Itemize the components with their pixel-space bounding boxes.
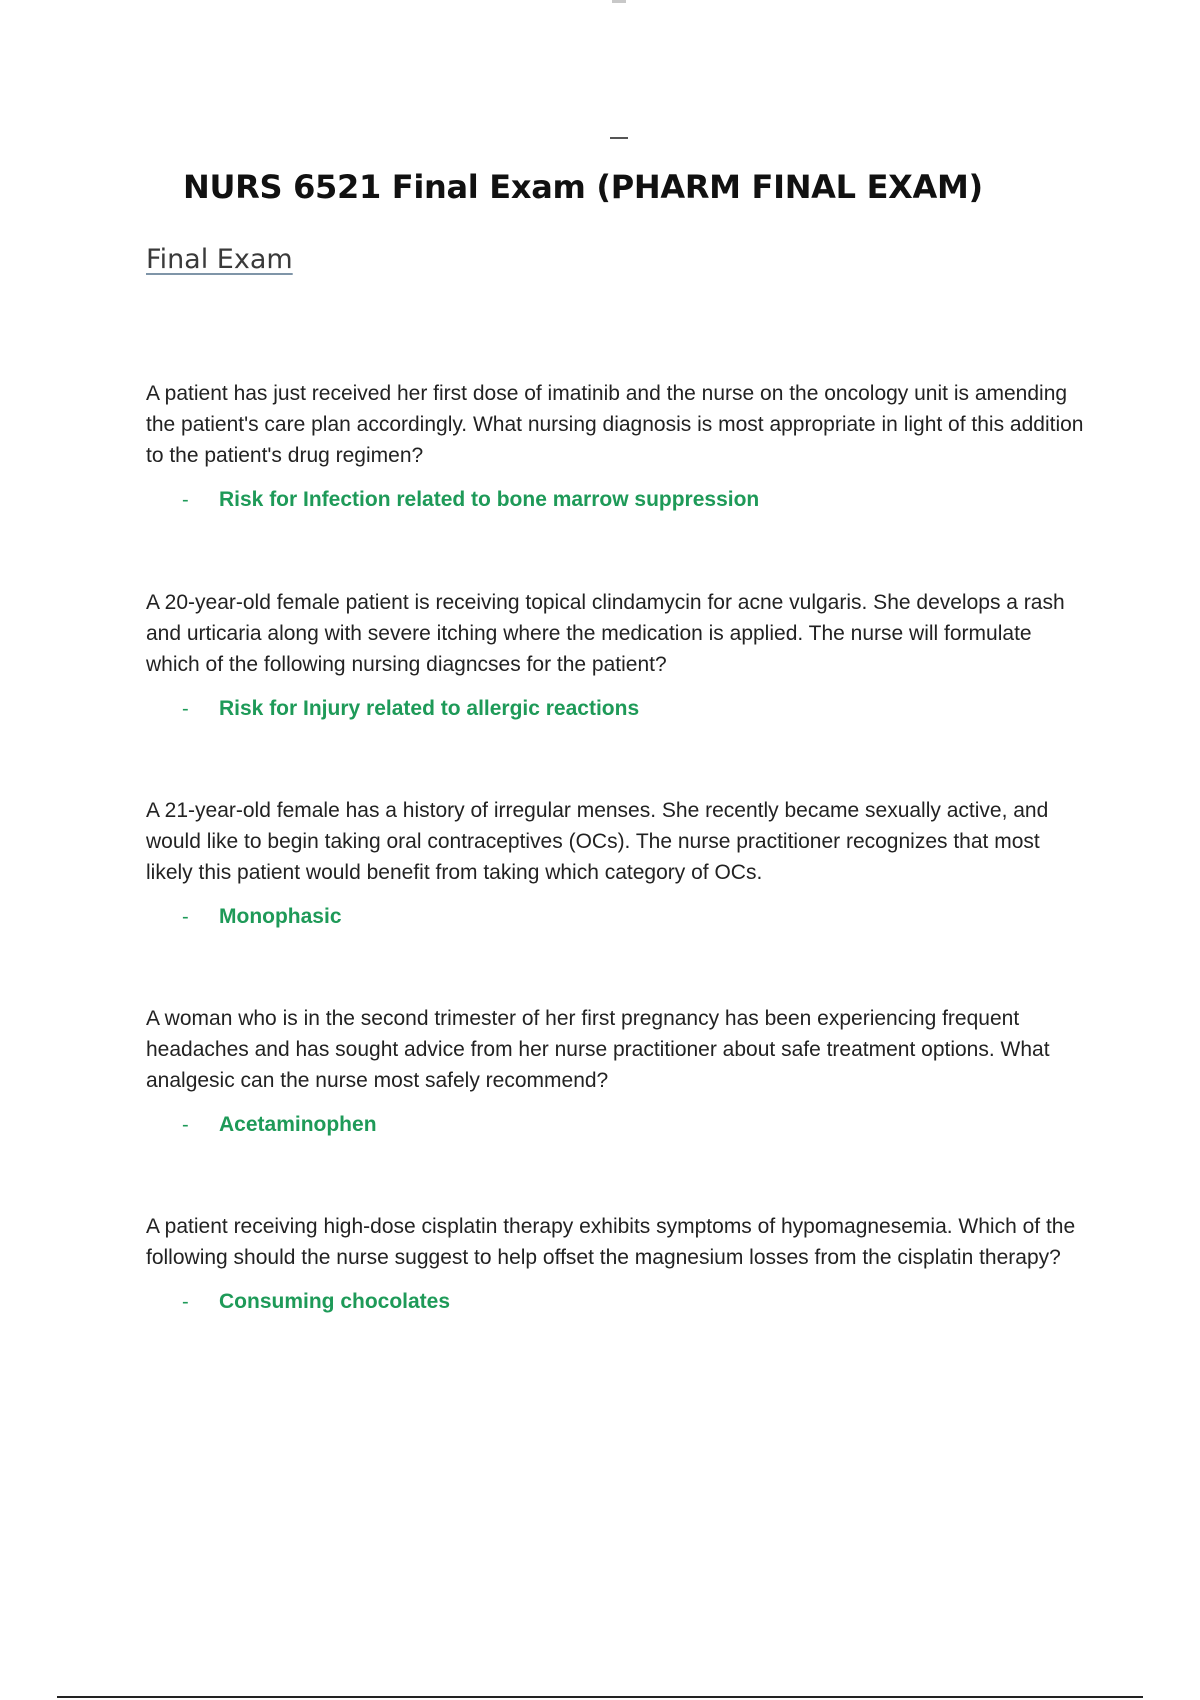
answer-bullet: -: [182, 1114, 189, 1136]
answer-text: Risk for Injury related to allergic reactions: [219, 697, 640, 720]
answer-text: Consuming chocolates: [219, 1290, 451, 1313]
answer-bullet: -: [182, 906, 189, 928]
answer-item: [146, 905, 1086, 929]
question-block: [146, 1003, 1086, 1137]
answer-bullet: -: [182, 1291, 189, 1313]
answer-item: [146, 1113, 1086, 1137]
question-block: [146, 587, 1086, 721]
page-top-mark: [612, 0, 626, 3]
question-block: [146, 1211, 1086, 1314]
question-block: [146, 795, 1086, 929]
question-text: A 21-year-old female has a history of irregular menses. She recently became sexually active, and would like to begin taking oral contraceptives (OCs). The nurse practitioner recognizes that most likely this patient would benefit from taking which category of OCs.: [146, 799, 1049, 884]
answer-item: [146, 1290, 1086, 1314]
question-block: [146, 378, 1086, 512]
section-heading: Final Exam: [146, 244, 293, 275]
answer-text: Risk for Infection related to bone marrow suppression: [219, 488, 760, 511]
answer-item: [146, 488, 1086, 512]
header-dash: [610, 137, 628, 139]
answer-bullet: -: [182, 489, 189, 511]
answer-bullet: -: [182, 698, 189, 720]
answer-item: [146, 697, 1086, 721]
question-text: A woman who is in the second trimester of her first pregnancy has been experiencing frequent headaches and has sought advice from her nurse practitioner about safe treatment options. What analgesic can the nurse most safely recommend?: [146, 1007, 1050, 1092]
answer-text: Monophasic: [219, 905, 342, 928]
answer-text: Acetaminophen: [219, 1113, 377, 1136]
footer-rule: [57, 1696, 1143, 1698]
question-text: A 20-year-old female patient is receiving topical clindamycin for acne vulgaris. She develops a rash and urticaria along with severe itching where the medication is applied. The nurse will formulate which of the following nursing diagncses for the patient?: [146, 591, 1065, 676]
question-text: A patient has just received her first dose of imatinib and the nurse on the oncology unit is amending the patient's care plan accordingly. What nursing diagnosis is most appropriate in light of this addition to the patient's drug regimen?: [146, 382, 1084, 467]
question-text: A patient receiving high-dose cisplatin therapy exhibits symptoms of hypomagnesemia. Which of the following should the nurse suggest to help offset the magnesium losses from the cisplatin therapy?: [146, 1215, 1076, 1269]
document-title: NURS 6521 Final Exam (PHARM FINAL EXAM): [183, 168, 983, 206]
